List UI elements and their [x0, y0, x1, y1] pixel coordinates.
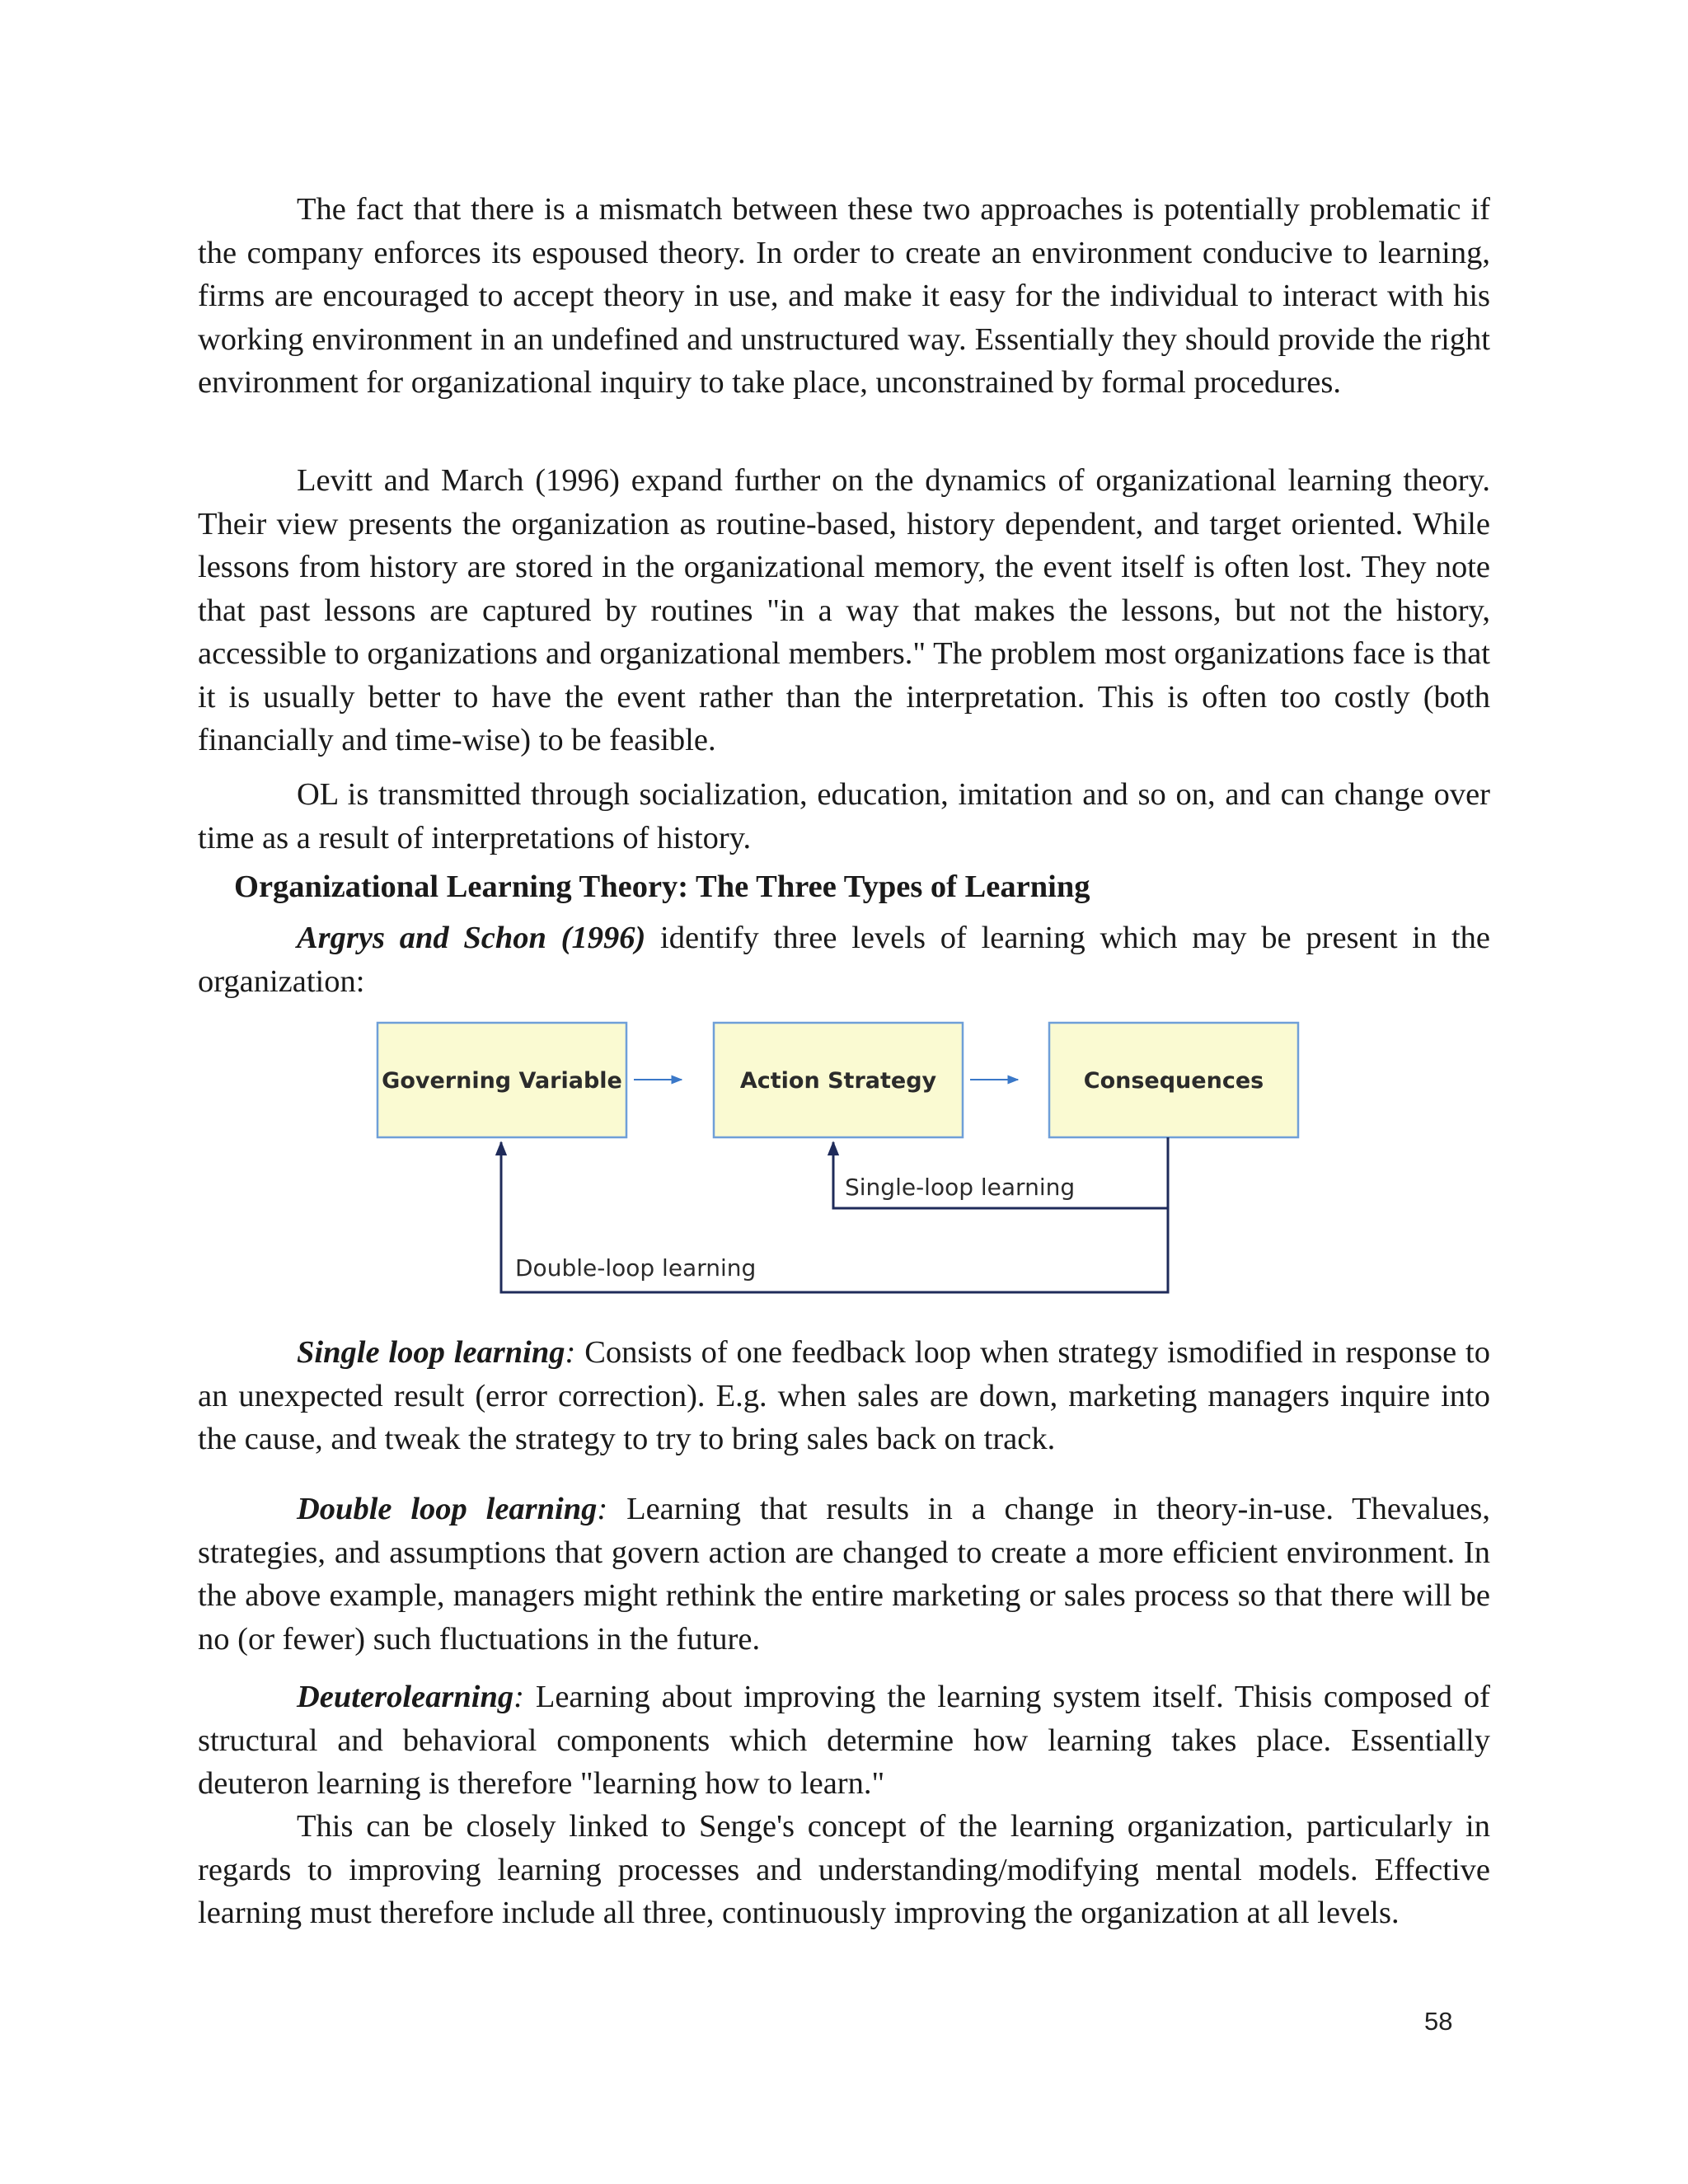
consequences-label: Consequences: [1083, 1068, 1264, 1094]
page-number: 58: [1424, 2007, 1453, 2036]
term-deuterolearning: Deuterolearning: [297, 1680, 514, 1714]
learning-loop-svg: [375, 1020, 1315, 1309]
governing-variable-label: Governing Variable: [382, 1068, 622, 1094]
paragraph-single-loop: [198, 1331, 1490, 1461]
section-heading: Organizational Learning Theory: The Three Types of Learning: [234, 869, 1090, 904]
term-double-loop: Double loop learning: [297, 1492, 598, 1526]
paragraph-text: Learning that results in a change in theory-in-use. Thevalues, strategies, and assumptions that govern action are changed to create a more efficient environment. In the above example, managers might rethink the entire marketing or sales process so that there will be no (or fewer) such fluctuations in the future.: [198, 1492, 1490, 1657]
term-colon: :: [565, 1335, 576, 1370]
paragraph-text: identify three levels of learning which may be present in the organization:: [198, 921, 1491, 999]
action-strategy-label: Action Strategy: [739, 1068, 937, 1094]
term-single-loop: Single loop learning: [297, 1335, 565, 1370]
paragraph-ol-transmission: [198, 773, 1490, 860]
paragraph-text: Learning about improving the learning system itself. Thisis composed of structural and behavioral components which determine how learning takes place. Essentially deuteron learning is therefore "learning how to learn.": [198, 1680, 1490, 1801]
paragraph-argrys-schon: [198, 916, 1490, 1003]
paragraph-text: Levitt and March (1996) expand further on the dynamics of organizational learning theory. Their view presents the organization as routine-based, history dependent, and target oriented. While lessons from history are stored in the organizational memory, the event itself is often lost. They note that past lessons are captured by routines "in a way that makes the lessons, but not the history, accessible to organizations and organizational members." The problem most organizations face is that it is usually better to have the event rather than the interpretation. This is often too costly (both financially and time-wise) to be feasible.: [198, 463, 1490, 757]
term-colon: :: [597, 1492, 608, 1526]
paragraph-senge: [198, 1805, 1490, 1935]
citation: Argrys and Schon (1996): [297, 921, 646, 955]
paragraph-text: OL is transmitted through socialization, education, imitation and so on, and can change over time as a result of interpretations of history.: [198, 777, 1490, 855]
paragraph-text: This can be closely linked to Senge's concept of the learning organization, particularly in regards to improving learning processes and understanding/modifying mental models. Effective learning must therefore include all three, continuously improving the organization at all levels.: [198, 1809, 1490, 1930]
paragraph-text: Consists of one feedback loop when strategy ismodified in response to an unexpected result (error correction). E.g. when sales are down, marketing managers inquire into the cause, and tweak the strategy to try to bring sales back on track.: [198, 1335, 1490, 1456]
paragraph-deuterolearning: [198, 1675, 1490, 1806]
double-loop-label: Double-loop learning: [515, 1254, 757, 1282]
paragraph-levitt-march: [198, 459, 1490, 762]
single-loop-label: Single-loop learning: [845, 1174, 1076, 1201]
term-colon: :: [513, 1680, 524, 1714]
paragraph-double-loop: [198, 1488, 1490, 1661]
paragraph-mismatch: [198, 188, 1490, 405]
paragraph-text: The fact that there is a mismatch between these two approaches is potentially problematic if the company enforces its espoused theory. In order to create an environment conducive to learning, firms are encouraged to accept theory in use, and make it easy for the individual to interact with his working environment in an undefined and unstructured way. Essentially they should provide the right environment for organizational inquiry to take place, unconstrained by formal procedures.: [198, 192, 1490, 400]
learning-loop-diagram: [375, 1020, 1315, 1309]
